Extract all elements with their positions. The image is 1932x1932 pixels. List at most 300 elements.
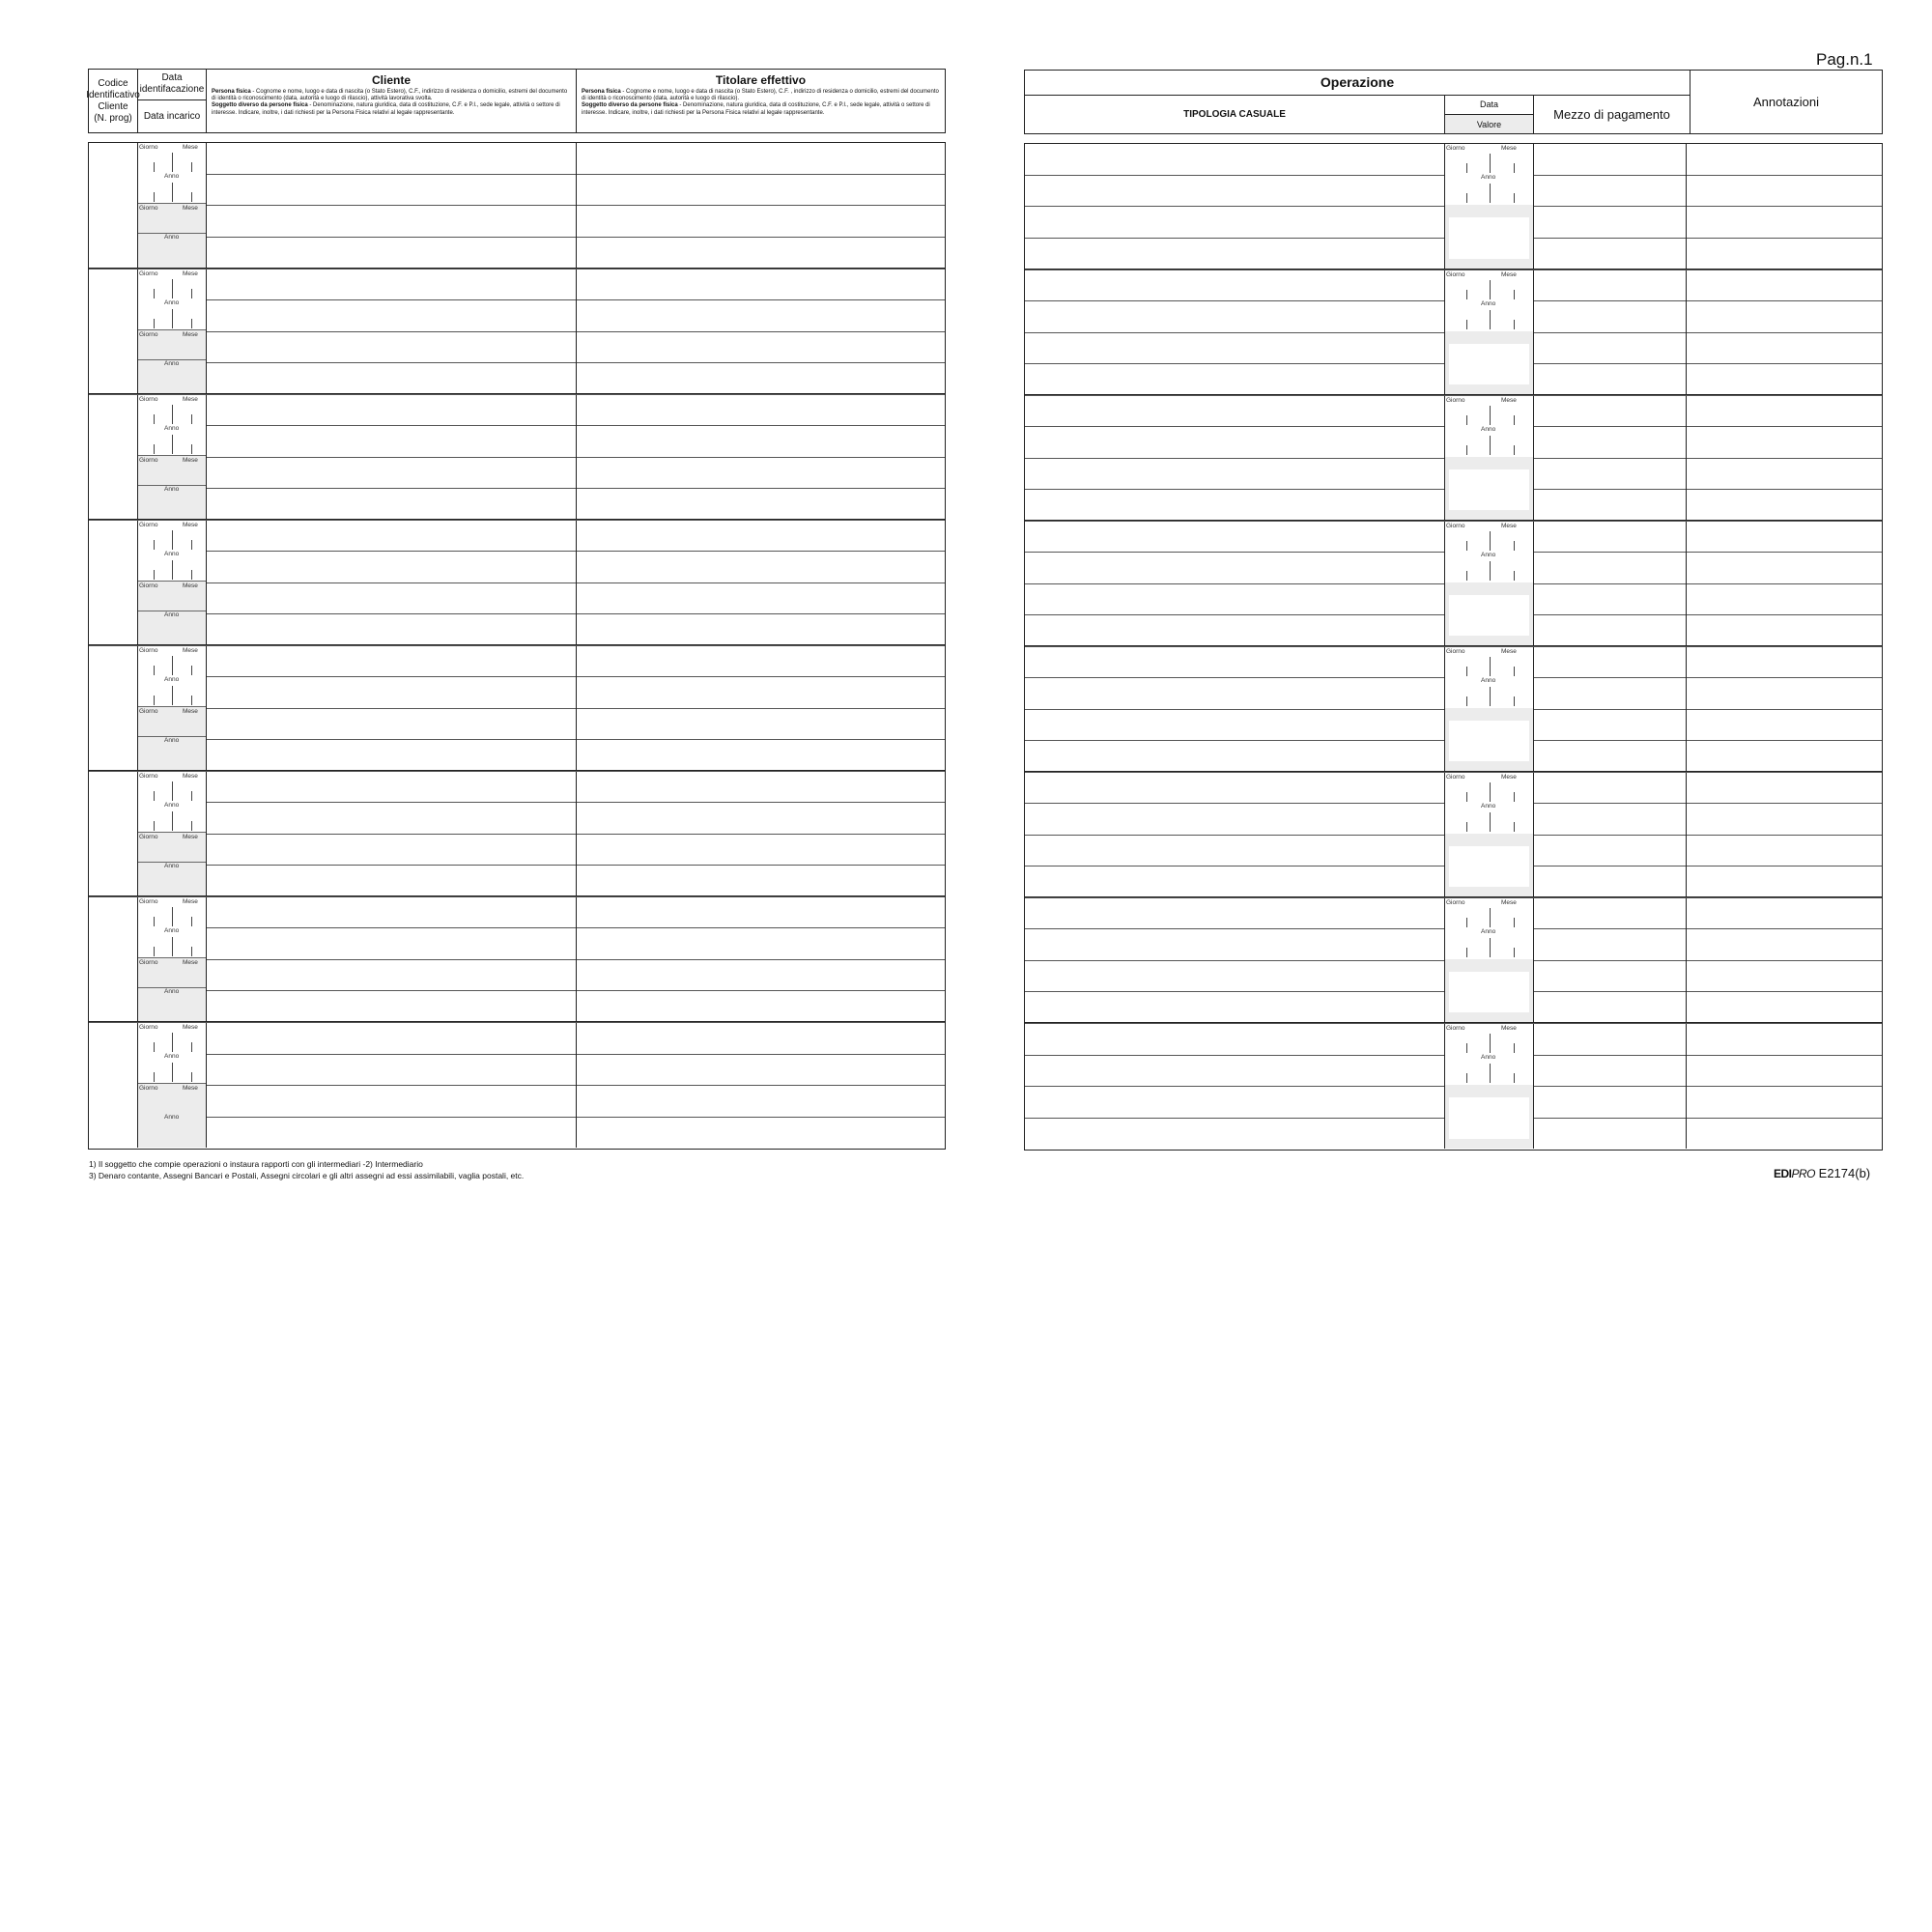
entry-line[interactable] [1687,804,1882,835]
anno-label: Anno [164,1053,180,1060]
entry-line[interactable] [207,803,576,834]
entry-line[interactable] [1687,678,1882,709]
entry-line[interactable] [577,928,945,959]
entry-line[interactable] [1534,176,1686,208]
entry-line[interactable] [1687,992,1882,1022]
entry-line[interactable] [1025,176,1444,208]
entry-line[interactable] [207,740,576,770]
date-tick [154,414,155,424]
date-tick [191,570,192,580]
entry-line[interactable] [1025,741,1444,771]
entry-line[interactable] [1687,270,1882,301]
entry-line[interactable] [207,552,576,582]
entry-line[interactable] [207,646,576,677]
entry-line[interactable] [1025,773,1444,804]
brand-pro: PRO [1791,1167,1816,1180]
entry-line[interactable] [1687,929,1882,960]
operation-date-valore-cell[interactable] [1445,773,1534,896]
operation-date-valore-cell[interactable] [1445,270,1534,394]
codice-cell[interactable] [89,270,138,393]
mese-label: Mese [1501,648,1517,655]
codice-cell[interactable] [89,521,138,644]
entry-line[interactable] [1025,1087,1444,1119]
entry-line[interactable] [1687,615,1882,645]
entry-line[interactable] [207,489,576,519]
mezzo-pagamento-cell[interactable] [1534,647,1687,771]
entry-line[interactable] [1687,553,1882,583]
codice-line-1: Codice [98,77,128,89]
giorno-label: Giorno [139,205,158,212]
entry-line[interactable] [1025,992,1444,1022]
date-tick [191,540,192,550]
entry-line[interactable] [207,1086,576,1118]
client-entry-row [89,143,945,269]
cliente-cell[interactable] [207,772,577,895]
titolare-cell[interactable] [577,1023,945,1148]
entry-line[interactable] [1687,741,1882,771]
entry-line[interactable] [1025,522,1444,553]
entry-line[interactable] [1534,333,1686,364]
date-tick [1514,948,1515,957]
entry-line[interactable] [207,332,576,363]
entry-line[interactable] [1687,207,1882,239]
entry-line[interactable] [577,646,945,677]
entry-line[interactable] [207,1118,576,1149]
entry-line[interactable] [1025,929,1444,960]
mese-label: Mese [183,396,198,403]
date-identification-cell[interactable] [138,646,207,770]
giorno-label: Giorno [139,396,158,403]
date-identification-cell[interactable] [138,395,207,519]
date-divider [138,581,206,582]
annotazioni-cell[interactable] [1687,773,1882,896]
client-entry-row [89,645,945,771]
operation-entry-row [1025,395,1882,521]
entry-line[interactable] [1534,992,1686,1022]
entry-line[interactable] [1025,144,1444,176]
entry-line[interactable] [207,175,576,207]
entry-line[interactable] [207,521,576,552]
entry-line[interactable] [207,238,576,269]
giorno-label: Giorno [139,1085,158,1092]
entry-line[interactable] [1534,364,1686,394]
entry-line[interactable] [577,991,945,1021]
entry-line[interactable] [1025,364,1444,394]
client-entry-row [89,269,945,394]
mezzo-pagamento-cell[interactable] [1534,1024,1687,1149]
footnote-2: 3) Denaro contante, Assegni Bancari e Postali, Assegni circolari e gli altri assegni ad essi assimilabili, vaglia postali, etc. [89,1171,525,1180]
entry-line[interactable] [1534,1056,1686,1088]
operation-date-valore-cell[interactable] [1445,1024,1534,1149]
entry-line[interactable] [1025,961,1444,992]
titolare-cell[interactable] [577,143,945,268]
date-tick [1514,792,1515,802]
entry-line[interactable] [577,426,945,457]
entry-line[interactable] [577,1118,945,1149]
date-tick [191,947,192,956]
valore-box[interactable] [1449,469,1529,510]
cliente-cell[interactable] [207,1023,577,1148]
entry-line[interactable] [1687,961,1882,992]
entry-line[interactable] [1025,427,1444,458]
operation-entry-row [1025,144,1882,270]
entry-line[interactable] [1687,584,1882,615]
annotazioni-cell[interactable] [1687,522,1882,645]
entry-line[interactable] [1025,396,1444,427]
anno-label: Anno [164,676,180,683]
entry-line[interactable] [207,206,576,238]
entry-line[interactable] [577,332,945,363]
entry-line[interactable] [577,206,945,238]
entry-line[interactable] [1534,773,1686,804]
entry-line[interactable] [1687,1056,1882,1088]
entry-line[interactable] [1534,459,1686,490]
entry-line[interactable] [577,772,945,803]
titolare-sd-text: - Denominazione, natura giuridica, data di costituzione, C.F. e P.I., sede legale, attività o settore di interesse. Indicare, inoltre, i dati richiesti per la Persona Fisica relativi al legale rappresentante. [582,102,930,116]
mezzo-pagamento-cell[interactable] [1534,773,1687,896]
titolare-cell[interactable] [577,646,945,770]
entry-line[interactable] [1025,1119,1444,1150]
valore-box[interactable] [1449,595,1529,636]
entry-line[interactable] [207,426,576,457]
entry-line[interactable] [1687,1024,1882,1056]
mezzo-pagamento-cell[interactable] [1534,898,1687,1022]
entry-line[interactable] [1687,144,1882,176]
entry-line[interactable] [1025,804,1444,835]
cliente-cell[interactable] [207,897,577,1021]
entry-line[interactable] [577,897,945,928]
tipologia-cell[interactable] [1025,898,1445,1022]
entry-line[interactable] [1687,301,1882,332]
date-identification-cell[interactable] [138,772,207,895]
codice-cell[interactable] [89,1023,138,1148]
anno-label: Anno [164,551,180,557]
entry-line[interactable] [1687,710,1882,741]
operation-date-valore-cell[interactable] [1445,396,1534,520]
valore-box[interactable] [1449,846,1529,887]
entry-line[interactable] [207,772,576,803]
entry-line[interactable] [1534,1119,1686,1150]
giorno-label: Giorno [1446,523,1465,529]
codice-cell[interactable] [89,646,138,770]
entry-line[interactable] [1025,490,1444,520]
entry-line[interactable] [1534,270,1686,301]
date-identification-cell[interactable] [138,521,207,644]
mezzo-pagamento-cell[interactable] [1534,522,1687,645]
entry-line[interactable] [1534,1087,1686,1119]
operation-date-valore-cell[interactable] [1445,522,1534,645]
entry-line[interactable] [577,363,945,393]
entry-line[interactable] [1687,459,1882,490]
tipologia-cell[interactable] [1025,270,1445,394]
entry-line[interactable] [207,300,576,331]
cliente-cell[interactable] [207,395,577,519]
titolare-cell[interactable] [577,772,945,895]
cliente-cell[interactable] [207,646,577,770]
entry-line[interactable] [577,238,945,269]
entry-line[interactable] [1025,647,1444,678]
entry-line[interactable] [1687,490,1882,520]
entry-line[interactable] [207,363,576,393]
entry-line[interactable] [1534,647,1686,678]
entry-line[interactable] [577,709,945,740]
entry-line[interactable] [207,866,576,895]
date-divider [138,957,206,958]
entry-line[interactable] [577,300,945,331]
date-tick [1490,406,1491,425]
entry-line[interactable] [1025,239,1444,270]
entry-line[interactable] [207,270,576,300]
entry-line[interactable] [1025,867,1444,896]
date-tick [1466,445,1467,455]
cliente-cell[interactable] [207,521,577,644]
mezzo-pagamento-cell[interactable] [1534,396,1687,520]
entry-line[interactable] [577,1055,945,1087]
annotazioni-cell[interactable] [1687,144,1882,269]
entry-line[interactable] [1687,836,1882,867]
entry-line[interactable] [207,458,576,489]
entry-line[interactable] [1534,1024,1686,1056]
date-tick [1514,1073,1515,1083]
entry-line[interactable] [1025,710,1444,741]
mese-label: Mese [183,331,198,338]
entry-line[interactable] [1534,553,1686,583]
tipologia-cell[interactable] [1025,144,1445,269]
mese-label: Mese [183,457,198,464]
entry-line[interactable] [577,1023,945,1055]
entry-line[interactable] [577,583,945,614]
entry-line[interactable] [1025,207,1444,239]
operation-entry-row [1025,521,1882,646]
entry-line[interactable] [207,991,576,1021]
entry-line[interactable] [577,835,945,866]
entry-line[interactable] [1534,301,1686,332]
entry-line[interactable] [207,583,576,614]
entry-line[interactable] [1025,553,1444,583]
entry-line[interactable] [1687,396,1882,427]
cliente-cell[interactable] [207,143,577,268]
entry-line[interactable] [1025,333,1444,364]
valore-box[interactable] [1449,344,1529,384]
entry-line[interactable] [1534,961,1686,992]
entry-line[interactable] [1687,176,1882,208]
entry-line[interactable] [1025,459,1444,490]
date-tick [1466,822,1467,832]
entry-line[interactable] [1025,615,1444,645]
codice-line-2: Identificativo [86,89,140,100]
entry-line[interactable] [1687,867,1882,896]
entry-line[interactable] [207,835,576,866]
entry-line[interactable] [1687,773,1882,804]
giorno-label: Giorno [139,270,158,277]
date-tick [154,289,155,298]
entry-line[interactable] [1687,898,1882,929]
entry-line[interactable] [207,960,576,991]
titolare-cell[interactable] [577,897,945,1021]
date-identification-cell[interactable] [138,270,207,393]
entry-line[interactable] [1534,144,1686,176]
mese-label: Mese [183,959,198,966]
entry-line[interactable] [1687,522,1882,553]
entry-line[interactable] [1534,427,1686,458]
entry-line[interactable] [577,395,945,426]
annotazioni-cell[interactable] [1687,1024,1882,1149]
entry-line[interactable] [1025,898,1444,929]
entry-line[interactable] [577,521,945,552]
entry-line[interactable] [1534,678,1686,709]
entry-line[interactable] [1534,741,1686,771]
entry-line[interactable] [207,897,576,928]
entry-line[interactable] [1025,1056,1444,1088]
entry-line[interactable] [1534,522,1686,553]
entry-line[interactable] [1687,364,1882,394]
cliente-cell[interactable] [207,270,577,393]
entry-line[interactable] [207,143,576,175]
entry-line[interactable] [1534,804,1686,835]
operation-date-valore-cell[interactable] [1445,898,1534,1022]
entry-line[interactable] [1025,584,1444,615]
footnote-1: 1) Il soggetto che compie operazioni o instaura rapporti con gli intermediari -2) Intermediario [89,1159,423,1169]
client-entry-row [89,394,945,520]
entry-line[interactable] [577,552,945,582]
tipologia-cell[interactable] [1025,773,1445,896]
operation-date-valore-cell[interactable] [1445,647,1534,771]
date-tick [154,791,155,801]
giorno-label: Giorno [1446,1025,1465,1032]
date-tick [1466,571,1467,581]
titolare-cell[interactable] [577,521,945,644]
entry-line[interactable] [207,614,576,644]
entry-line[interactable] [1687,1087,1882,1119]
date-tick [172,1033,173,1052]
date-tick [154,917,155,926]
annotazioni-cell[interactable] [1687,898,1882,1022]
titolare-cell[interactable] [577,270,945,393]
date-tick [172,183,173,202]
mezzo-pagamento-cell[interactable] [1534,270,1687,394]
entry-line[interactable] [577,143,945,175]
entry-line[interactable] [1534,710,1686,741]
entry-line[interactable] [1534,929,1686,960]
date-identification-cell[interactable] [138,1023,207,1148]
entry-line[interactable] [1025,836,1444,867]
valore-box[interactable] [1449,217,1529,259]
date-tick [154,162,155,172]
entry-line[interactable] [1687,333,1882,364]
tipologia-cell[interactable] [1025,1024,1445,1149]
annotazioni-cell[interactable] [1687,396,1882,520]
date-tick [1514,290,1515,299]
entry-line[interactable] [577,960,945,991]
anno-label: Anno [164,737,180,744]
entry-line[interactable] [207,677,576,708]
mezzo-pagamento-cell[interactable] [1534,144,1687,269]
date-tick [191,696,192,705]
entry-line[interactable] [207,928,576,959]
entry-line[interactable] [207,1023,576,1055]
date-tick [172,937,173,956]
entry-line[interactable] [1534,615,1686,645]
entry-line[interactable] [577,614,945,644]
codice-cell[interactable] [89,143,138,268]
entry-line[interactable] [1534,898,1686,929]
giorno-label: Giorno [139,144,158,151]
codice-cell[interactable] [89,897,138,1021]
entry-line[interactable] [577,175,945,207]
entry-line[interactable] [1534,396,1686,427]
date-identification-cell[interactable] [138,897,207,1021]
titolare-cell[interactable] [577,395,945,519]
entry-line[interactable] [1687,1119,1882,1150]
codice-line-3: Cliente [98,100,128,112]
date-tick [172,656,173,675]
entry-line[interactable] [577,866,945,895]
annotazioni-cell[interactable] [1687,647,1882,771]
entry-line[interactable] [1025,301,1444,332]
entry-line[interactable] [1687,239,1882,270]
entry-line[interactable] [577,740,945,770]
date-identification-cell[interactable] [138,143,207,268]
entry-line[interactable] [1687,647,1882,678]
tipologia-cell[interactable] [1025,396,1445,520]
entry-line[interactable] [1534,207,1686,239]
annotazioni-cell[interactable] [1687,270,1882,394]
codice-cell[interactable] [89,772,138,895]
date-tick [1514,415,1515,425]
entry-line[interactable] [1025,678,1444,709]
mese-label: Mese [183,1085,198,1092]
date-tick [1490,938,1491,957]
mese-label: Mese [183,773,198,780]
entry-line[interactable] [1534,836,1686,867]
entry-line[interactable] [1534,867,1686,896]
entry-line[interactable] [577,1086,945,1118]
date-divider [138,455,206,456]
entry-line[interactable] [207,395,576,426]
date-tick [1514,320,1515,329]
giorno-label: Giorno [139,959,158,966]
entry-line[interactable] [1025,270,1444,301]
codice-cell[interactable] [89,395,138,519]
date-tick [1466,541,1467,551]
valore-box[interactable] [1449,1097,1529,1139]
entry-line[interactable] [577,677,945,708]
tipologia-cell[interactable] [1025,522,1445,645]
entry-line[interactable] [577,270,945,300]
header-data-valore [1445,96,1534,133]
entry-line[interactable] [577,803,945,834]
date-tick [1490,1034,1491,1053]
entry-line[interactable] [577,489,945,519]
entry-line[interactable] [1534,239,1686,270]
entry-line[interactable] [1534,584,1686,615]
entry-line[interactable] [1687,427,1882,458]
tipologia-cell[interactable] [1025,647,1445,771]
entry-line[interactable] [207,1055,576,1087]
valore-box[interactable] [1449,972,1529,1012]
entry-line[interactable] [1534,490,1686,520]
entry-line[interactable] [207,709,576,740]
entry-line[interactable] [577,458,945,489]
date-tick [1490,154,1491,173]
valore-box[interactable] [1449,721,1529,761]
client-entry-row [89,520,945,645]
data-ident-line-2: identifacazione [139,84,205,95]
entry-line[interactable] [1025,1024,1444,1056]
mese-label: Mese [183,708,198,715]
date-tick [1514,667,1515,676]
operation-date-valore-cell[interactable] [1445,144,1534,269]
